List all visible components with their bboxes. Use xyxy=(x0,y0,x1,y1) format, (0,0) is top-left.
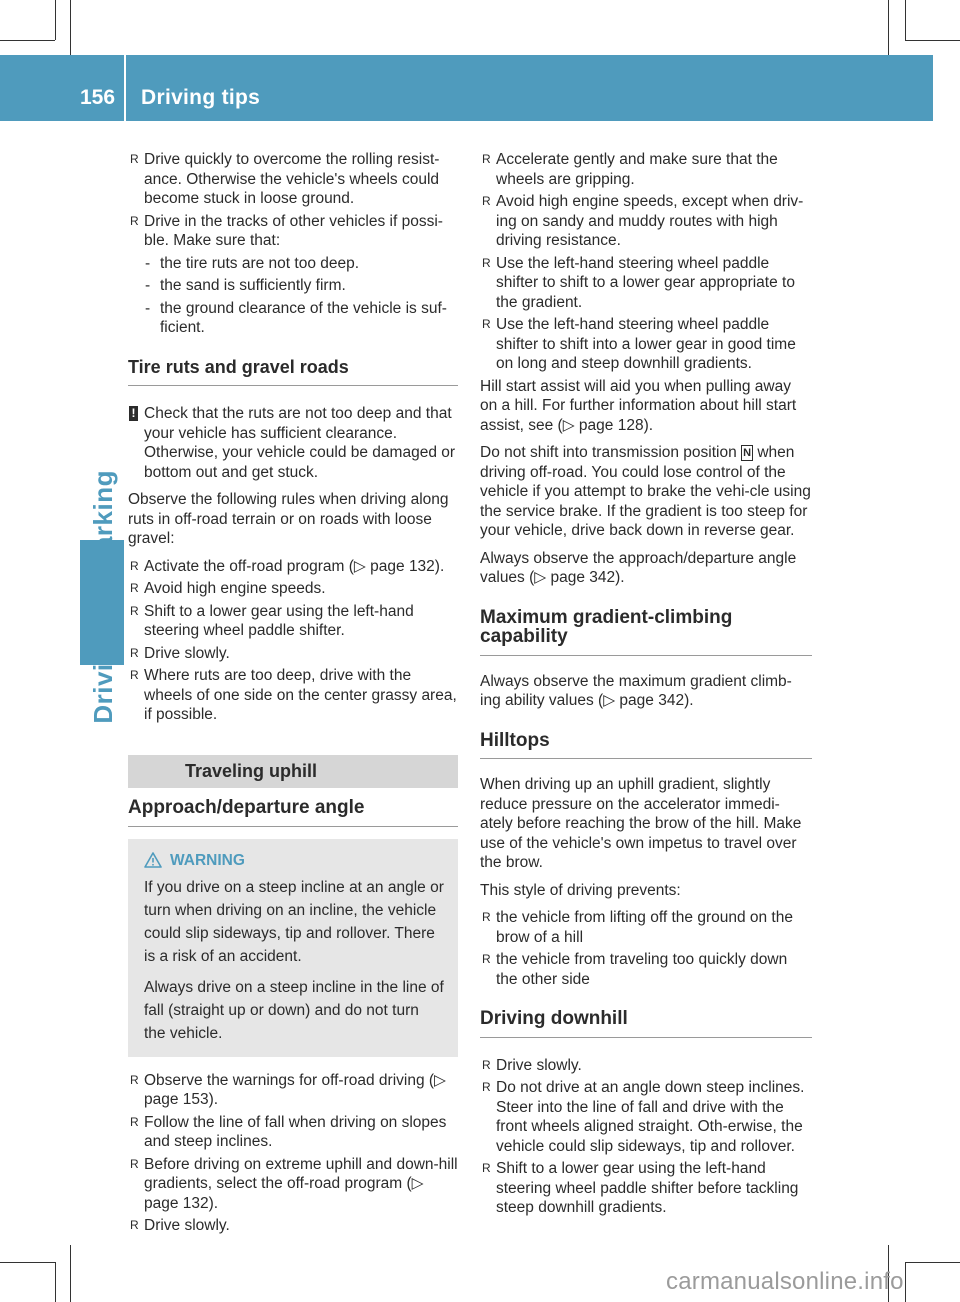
warning-box xyxy=(128,839,458,1057)
warning-text: If you drive on a steep incline at an angle or turn when driving on an incline, the vehicle could slip sideways, tip and rollover. There is a risk of an accident. xyxy=(144,878,444,965)
list-item: R Drive slowly. xyxy=(482,1056,582,1074)
list-item: R Shift to a lower gear using the left-hand steering wheel paddle shifter. xyxy=(130,602,414,639)
crop-mark xyxy=(905,0,906,40)
spacer xyxy=(480,1044,812,1056)
bullet-icon: R xyxy=(130,1072,139,1087)
list-item: R Follow the line of fall when driving on slopes and steep inclines. xyxy=(130,1113,447,1150)
section-side-label xyxy=(88,470,118,480)
section-heading-traveling-uphill: Traveling uphill xyxy=(128,755,458,789)
sub-list-item: - the sand is sufficiently firm. xyxy=(145,277,346,294)
dash-icon: - xyxy=(145,254,151,272)
dash-icon: - xyxy=(145,299,151,317)
warning-triangle-icon xyxy=(144,852,162,868)
list-item: R Activate the off-road program (▷ page 132). xyxy=(130,557,445,575)
list-item: R Shift to a lower gear using the left-hand steering wheel paddle shifter before tackling steep downhill gradients. xyxy=(482,1160,799,1216)
bullet-icon: R xyxy=(130,668,139,682)
bullet-icon: R xyxy=(130,603,139,618)
section-heading-gradient: Maximum gradient-climbing capability xyxy=(480,608,812,656)
sub-list-item: - the ground clearance of the vehicle is suf-ficient. xyxy=(145,299,447,336)
bullet-icon: R xyxy=(482,194,491,208)
list-item: R the vehicle from lifting off the ground on the brow of a hill xyxy=(482,909,793,946)
paragraph: Do not shift into transmission position N when driving off-road. You could lose control of the vehicle if you attempt to brake the vehi-cle using the service brake. If the gradient is too steep for your vehicle, drive back down in reverse gear. xyxy=(480,444,811,539)
page-title: Driving tips xyxy=(141,86,261,109)
list-item: R Do not drive at an angle down steep inclines. Steer into the line of fall and drive with the front wheels aligned straight. Oth-erwise, the vehicle could slip sideways, tip and rollover. xyxy=(482,1079,805,1155)
bullet-icon: R xyxy=(482,255,491,270)
list-item: R Drive in the tracks of other vehicles if possi-ble. Make sure that: xyxy=(130,212,443,249)
bullet-icon: R xyxy=(130,1156,139,1171)
paragraph: This style of driving prevents: xyxy=(480,881,681,899)
paragraph: Hill start assist will aid you when pulling away on a hill. For further information about hill start assist, see (▷ page 128). xyxy=(480,377,797,434)
list-item: R the vehicle from traveling too quickly down the other side xyxy=(482,951,788,988)
section-heading-approach-angle: Approach/departure angle xyxy=(128,798,458,827)
crop-mark xyxy=(0,1262,55,1263)
list-item: R Use the left-hand steering wheel paddle shifter to shift to a lower gear appropriate to the gradient. xyxy=(482,254,795,311)
right-column xyxy=(480,150,812,1221)
section-heading-hilltops: Hilltops xyxy=(480,731,812,760)
bullet-icon: R xyxy=(482,1161,491,1175)
bullet-icon: R xyxy=(130,645,139,660)
bullet-icon: R xyxy=(130,581,139,595)
bullet-icon: R xyxy=(130,1114,139,1129)
dash-icon: - xyxy=(145,277,151,294)
paragraph: When driving up an uphill gradient, slightly reduce pressure on the accelerator immedi-ately before reaching the brow of the hill. Make use of the vehicle's own impetus to travel over the brow. xyxy=(480,776,802,871)
section-heading-tire-ruts: Tire ruts and gravel roads xyxy=(128,358,458,387)
bullet-icon: R xyxy=(130,1218,139,1232)
list-item: R Observe the warnings for off-road driving (▷ page 153). xyxy=(130,1071,446,1108)
list-item: R Use the left-hand steering wheel paddle shifter to shift into a lower gear in good time on long and steep downhill gradients. xyxy=(482,316,796,372)
crop-mark xyxy=(55,0,56,40)
paragraph: Always observe the maximum gradient climb-ing ability values (▷ page 342). xyxy=(480,672,792,709)
paragraph: Observe the following rules when driving along ruts in off-road terrain or on roads with loose gravel: xyxy=(128,491,449,547)
header-divider xyxy=(124,55,126,121)
bullet-icon: R xyxy=(130,152,139,166)
exclamation-icon: ! xyxy=(129,406,138,421)
crop-mark xyxy=(905,1262,906,1302)
bullet-icon: R xyxy=(482,952,491,966)
watermark: carmanualsonline.info xyxy=(666,1268,904,1295)
warning-title: WARNING xyxy=(144,849,444,872)
bullet-icon: R xyxy=(482,317,491,331)
section-heading-downhill: Driving downhill xyxy=(480,1009,812,1038)
bullet-icon: R xyxy=(482,1080,491,1094)
crop-mark xyxy=(55,1262,56,1302)
list-item: R Drive slowly. xyxy=(130,644,230,662)
crop-mark xyxy=(70,1245,71,1302)
sub-list-item: - the tire ruts are not too deep. xyxy=(145,254,360,272)
neutral-position-icon: N xyxy=(741,445,753,461)
list-item: R Avoid high engine speeds. xyxy=(130,580,326,597)
list-item: R Where ruts are too deep, drive with the wheels of one side on the center grassy area, if possible. xyxy=(130,667,457,723)
page-header xyxy=(0,55,933,121)
crop-mark xyxy=(905,40,960,41)
crop-mark xyxy=(888,0,889,55)
bullet-icon: R xyxy=(482,152,491,166)
warning-text: Always drive on a steep incline in the line of fall (straight up or down) and do not turn the vehicle. xyxy=(144,978,444,1042)
bullet-icon: R xyxy=(482,910,491,924)
list-item: R Drive slowly. xyxy=(130,1217,230,1234)
list-item: R Accelerate gently and make sure that the wheels are gripping. xyxy=(482,151,778,188)
left-column xyxy=(128,150,458,1239)
page-number: 156 xyxy=(80,86,116,109)
list-item: R Avoid high engine speeds, except when driv-ing on sandy and muddy routes with high driving resistance. xyxy=(482,193,804,249)
crop-mark xyxy=(905,1262,960,1263)
paragraph: Always observe the approach/departure angle values (▷ page 342). xyxy=(480,549,797,586)
list-item: R Before driving on extreme uphill and down-hill gradients, select the off-road program (▷ page 132). xyxy=(130,1155,458,1212)
bullet-icon: R xyxy=(130,213,139,228)
list-item: R Drive quickly to overcome the rolling resist-ance. Otherwise the vehicle's wheels could become stuck in loose ground. xyxy=(130,151,440,207)
bullet-icon: R xyxy=(130,558,139,573)
crop-mark xyxy=(70,0,71,55)
section-thumb-tab xyxy=(80,540,124,665)
notice-box: ! Check that the ruts are not too deep and that your vehicle has sufficient clearance. Otherwise, your vehicle could be damaged or bottom out and get stuck. xyxy=(128,404,458,482)
crop-mark xyxy=(0,40,55,41)
bullet-icon: R xyxy=(482,1057,491,1072)
